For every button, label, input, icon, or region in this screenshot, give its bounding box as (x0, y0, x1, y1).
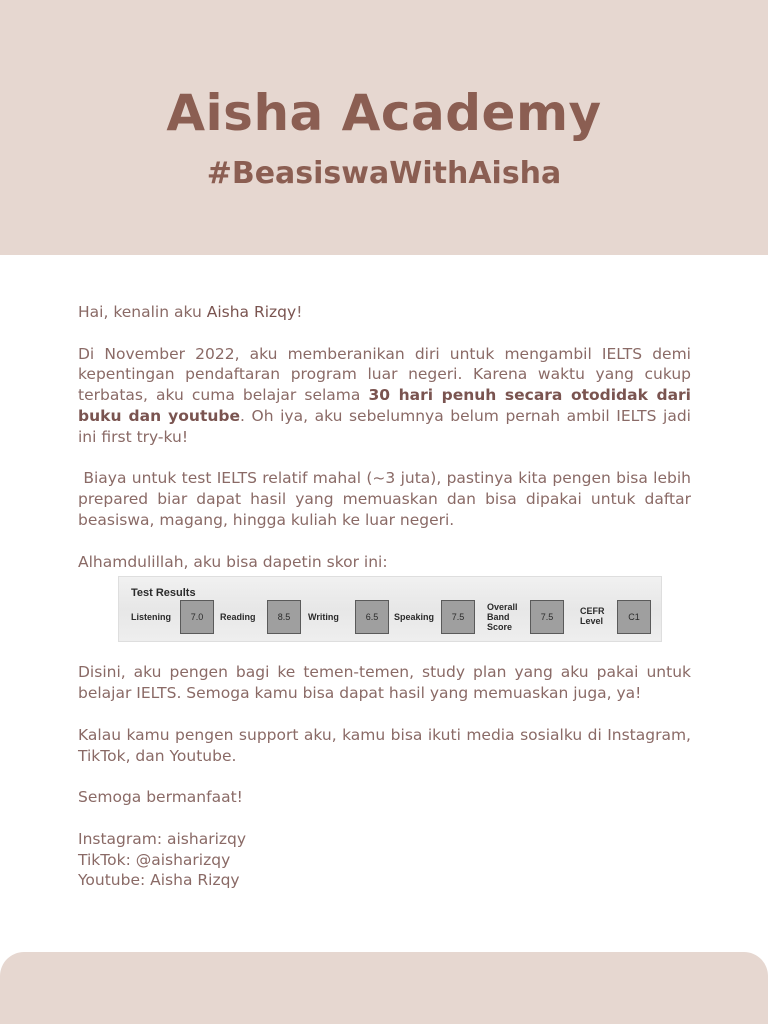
instagram-handle: Instagram: aisharizqy (78, 829, 247, 848)
story-highlight: 30 hari penuh secara otodidak dari buku dan youtube (78, 386, 691, 425)
overall-label-line1: Overall (487, 602, 518, 613)
paragraph-study-plan: Disini, aku pengen bagi ke temen-temen, study plan yang aku pakai untuk belajar IELTS. Semoga kamu bisa dapat hasil yang memuaskan juga, ya! (78, 663, 691, 703)
cefr-label-line2: Level (580, 616, 604, 627)
overall-band-label (487, 602, 518, 632)
paragraph-cost: Biaya untuk test IELTS relatif mahal (~3 juta), pastinya kita pengen bisa lebih prepared biar dapat hasil yang memuaskan dan bisa dipakai untuk daftar beasiswa, magang, hingga kuliah ke luar negeri. (78, 469, 696, 529)
paragraph-score-intro: Alhamdulillah, aku bisa dapetin skor ini: (78, 552, 388, 571)
hashtag: #BeasiswaWithAisha (206, 156, 562, 191)
paragraph-story (78, 344, 691, 448)
reading-label: Reading (220, 612, 256, 623)
overall-label-line3: Score (487, 622, 513, 633)
writing-score: 6.5 (355, 600, 389, 634)
overall-label-line2: Band (487, 612, 510, 623)
writing-label: Writing (308, 612, 339, 623)
test-results-card (118, 576, 662, 642)
tiktok-handle: TikTok: @aisharizqy (78, 850, 231, 869)
greeting (78, 302, 691, 323)
listening-label: Listening (131, 612, 171, 623)
speaking-label: Speaking (394, 612, 435, 623)
author-name: Aisha Rizqy (206, 303, 297, 321)
cefr-label (580, 606, 605, 626)
header-banner (0, 0, 768, 255)
cefr-label-line1: CEFR (580, 606, 605, 617)
speaking-score: 7.5 (441, 600, 475, 634)
overall-score: 7.5 (530, 600, 564, 634)
listening-score: 7.0 (180, 600, 214, 634)
greeting-suffix: ! (296, 303, 303, 321)
cefr-score: C1 (617, 600, 651, 634)
document-body (78, 302, 696, 891)
footer-band (0, 952, 768, 1024)
story-text-b: . Oh iya, aku sebelumnya belum pernah ambil IELTS jadi ini first try-ku! (78, 406, 691, 446)
brand-title: Aisha Academy (166, 84, 602, 142)
story-text-a: Di November 2022, aku memberanikan diri untuk mengambil IELTS demi kepentingan pendaftaran program luar negeri. Karena waktu yang cukup terbatas, aku cuma belajar selama (78, 344, 691, 405)
test-results-title: Test Results (131, 587, 196, 600)
paragraph-closing: Semoga bermanfaat! (78, 788, 243, 807)
youtube-handle: Youtube: Aisha Rizqy (78, 871, 240, 890)
reading-score: 8.5 (267, 600, 301, 634)
greeting-prefix: Hai, kenalin aku (78, 303, 207, 321)
social-links (78, 829, 691, 891)
paragraph-support: Kalau kamu pengen support aku, kamu bisa ikuti media sosialku di Instagram, TikTok, dan Youtube. (78, 725, 691, 765)
